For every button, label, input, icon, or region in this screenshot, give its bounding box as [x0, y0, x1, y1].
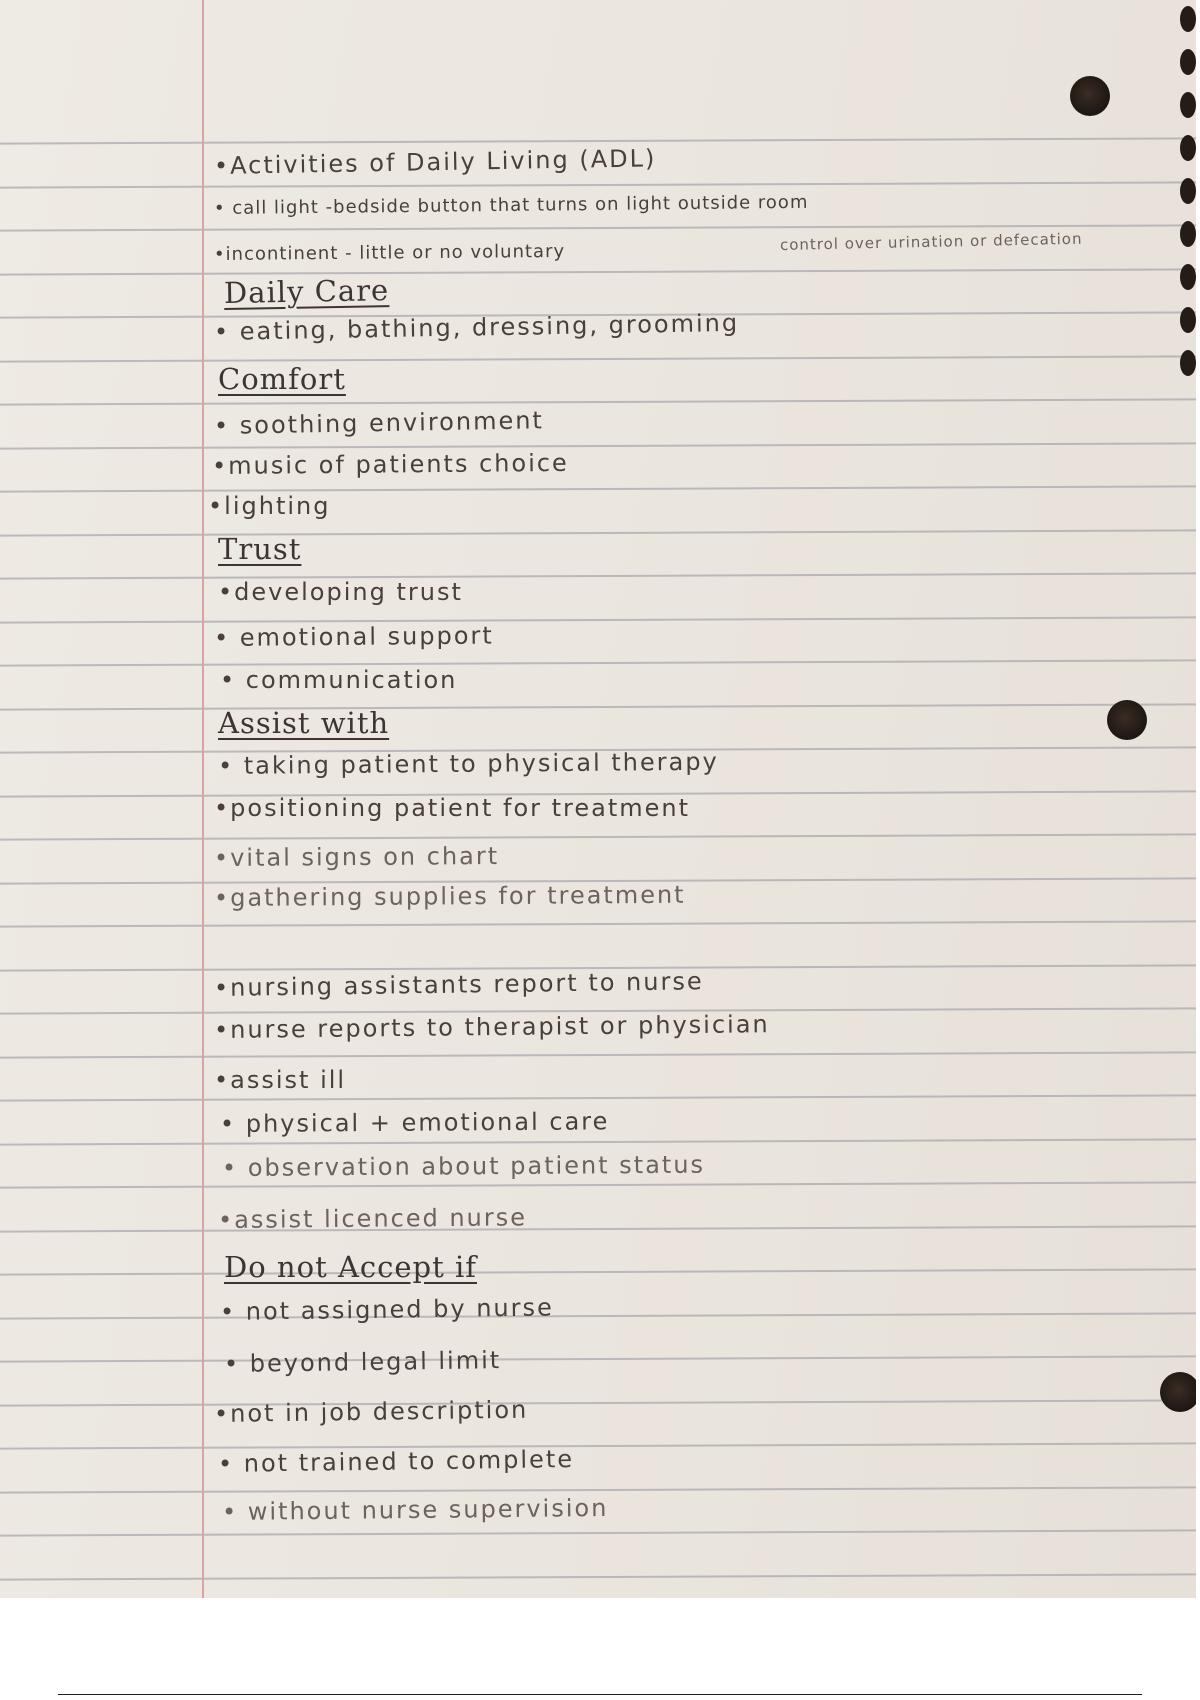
- spiral-rim-mark: [1180, 178, 1196, 204]
- spiral-rim-mark: [1180, 264, 1196, 290]
- ruled-line: [0, 1051, 1196, 1058]
- ruled-line: [0, 485, 1196, 492]
- report-item: • observation about patient status: [221, 1150, 706, 1182]
- ruled-line: [0, 1094, 1196, 1101]
- report-item: •assist ill: [214, 1066, 347, 1094]
- spiral-rim-mark: [1180, 49, 1196, 75]
- note-call-light: • call light -bedside button that turns on light outside room: [213, 191, 809, 219]
- note-incontinent: •incontinent - little or no voluntary: [213, 240, 566, 265]
- ruled-line: [0, 529, 1196, 536]
- ruled-line: [0, 616, 1196, 623]
- assist-item: • taking patient to physical therapy: [217, 747, 719, 780]
- ruled-line: [0, 1138, 1196, 1145]
- heading-do-not-accept: Do not Accept if: [224, 1250, 477, 1284]
- trust-item: •developing trust: [218, 578, 463, 606]
- spiral-rim-mark: [1180, 221, 1196, 247]
- comfort-item: • soothing environment: [213, 406, 545, 440]
- heading-assist-with: Assist with: [218, 706, 390, 740]
- assist-item: •gathering supplies for treatment: [213, 880, 686, 912]
- ruled-line: [0, 1529, 1196, 1536]
- ruled-line: [0, 268, 1196, 275]
- ruled-line: [0, 1573, 1196, 1580]
- ruled-line: [0, 1486, 1196, 1493]
- spiral-rim-mark: [1180, 307, 1196, 333]
- do-not-item: • not assigned by nurse: [219, 1293, 554, 1326]
- assist-item: •positioning patient for treatment: [214, 794, 691, 822]
- ruled-line: [0, 703, 1196, 710]
- trust-item: • emotional support: [213, 621, 494, 652]
- trust-item: • communication: [220, 666, 458, 694]
- ruled-line: [0, 659, 1196, 666]
- ruled-line: [0, 1225, 1196, 1232]
- report-item: • physical + emotional care: [219, 1107, 610, 1138]
- comfort-item: •music of patients choice: [211, 448, 569, 480]
- heading-trust: Trust: [218, 532, 302, 566]
- spiral-rim-mark: [1180, 135, 1196, 161]
- margin-line: [202, 0, 204, 1598]
- ruled-line: [0, 833, 1196, 840]
- note-daily-care-item: • eating, bathing, dressing, grooming: [213, 308, 740, 346]
- ruled-line: [0, 1355, 1196, 1362]
- report-item: •nursing assistants report to nurse: [213, 967, 704, 1002]
- heading-comfort: Comfort: [218, 362, 346, 396]
- ruled-line: [0, 1399, 1196, 1406]
- binder-hole: [1107, 700, 1147, 740]
- ruled-line: [0, 355, 1196, 362]
- ruled-line: [0, 442, 1196, 449]
- do-not-item: • beyond legal limit: [223, 1346, 502, 1378]
- assist-item: •vital signs on chart: [213, 842, 500, 872]
- do-not-item: • not trained to complete: [217, 1445, 575, 1478]
- ruled-line: [0, 1442, 1196, 1449]
- page-footer-rule: [58, 1694, 1142, 1695]
- ruled-line: [0, 181, 1196, 188]
- report-item: •nurse reports to therapist or physician: [213, 1010, 770, 1044]
- spiral-rim-mark: [1180, 92, 1196, 118]
- report-item: •assist licenced nurse: [217, 1203, 528, 1234]
- note-adl: •Activities of Daily Living (ADL): [213, 144, 657, 180]
- ruled-line: [0, 137, 1196, 144]
- ruled-line: [0, 1312, 1196, 1319]
- comfort-item: •lighting: [208, 492, 331, 520]
- do-not-item: •not in job description: [213, 1395, 529, 1428]
- ruled-line: [0, 572, 1196, 579]
- heading-daily-care: Daily Care: [223, 273, 390, 310]
- ruled-line: [0, 398, 1196, 405]
- binder-hole: [1160, 1372, 1196, 1412]
- spiral-rim-mark: [1180, 6, 1196, 32]
- ruled-line: [0, 920, 1196, 927]
- binder-hole: [1070, 76, 1110, 116]
- note-incontinent-cont: control over urination or defecation: [779, 229, 1083, 254]
- ruled-line: [0, 1268, 1196, 1275]
- do-not-item: • without nurse supervision: [221, 1493, 609, 1526]
- spiral-rim-mark: [1180, 350, 1196, 376]
- ruled-line: [0, 1181, 1196, 1188]
